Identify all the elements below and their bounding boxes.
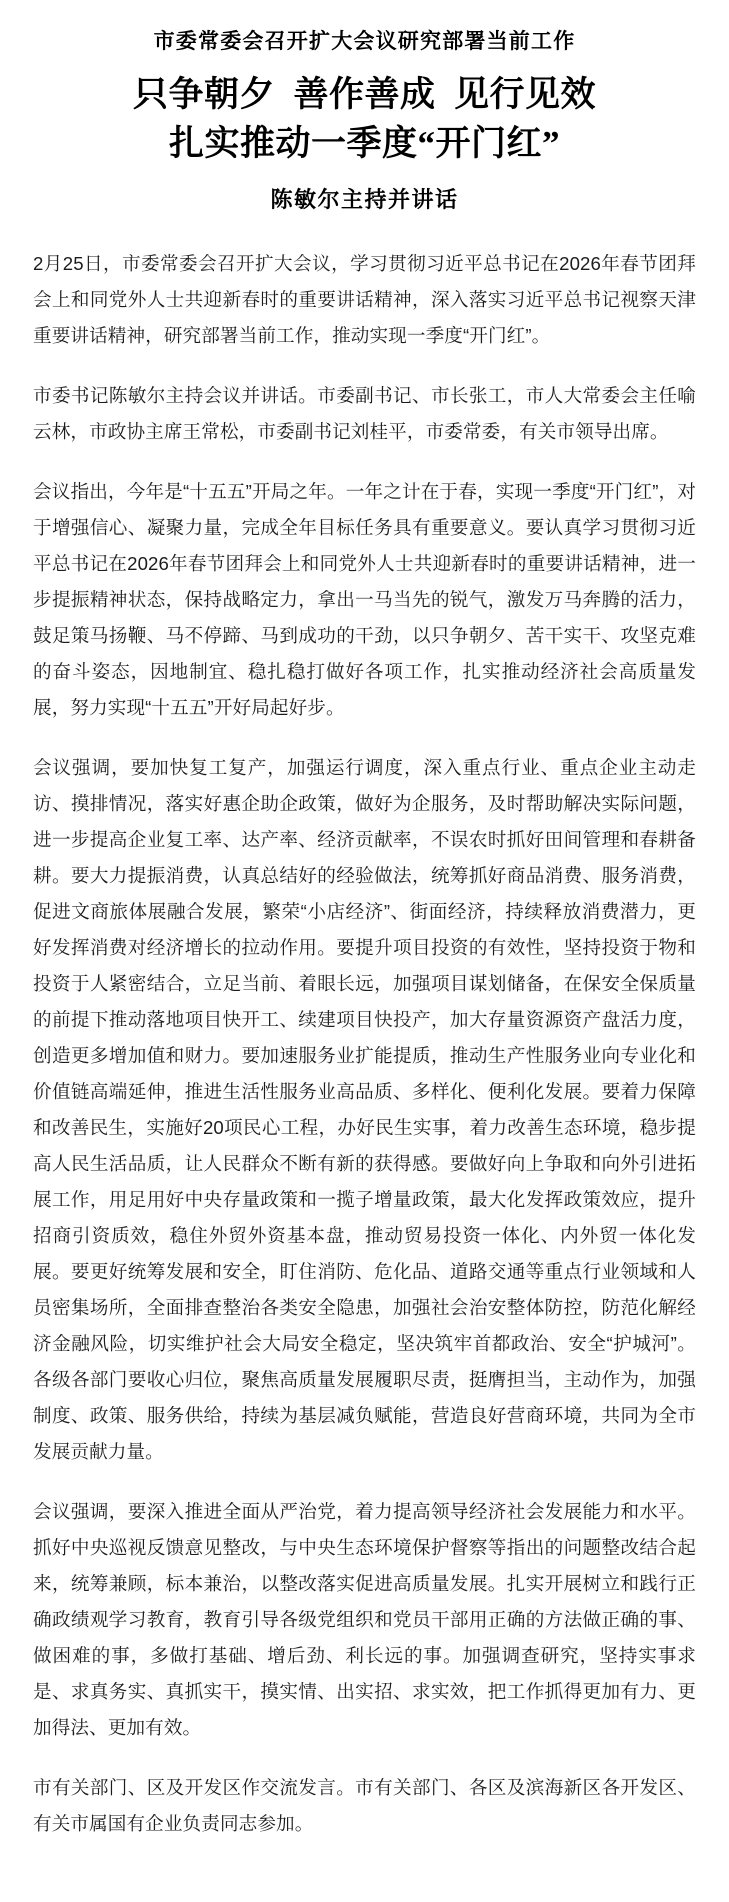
main-title-line-2: 扎实推动一季度“开门红”: [168, 124, 560, 164]
article-paragraph: 市委书记陈敏尔主持会议并讲话。市委副书记、市长张工，市人大常委会主任喻云林，市政协主席王常松，市委副书记刘桂平，市委常委，有关市领导出席。: [33, 384, 696, 442]
shoulder-title: 市委常委会召开扩大会议研究部署当前工作: [153, 29, 576, 53]
article-body: [33, 246, 696, 1902]
article-paragraph: 会议强调，要加快复工复产，加强运行调度，深入重点行业、重点企业主动走访、摸排情况，落实好惠企助企政策，做好为企服务，及时帮助解决实际问题，进一步提高企业复工率、达产率、经济贡献率，不误农时抓好田间管理和春耕备耕。要大力提振消费，认真总结好的经验做法，统筹抓好商品消费、服务消费，促进文商旅体展融合发展，繁荣“小店经济”、街面经济，持续释放消费潜力，更好发挥消费对经济增长的拉动作用。要提升项目投资的有效性，坚持投资于物和投资于人紧密结合，立足当前、着眼长远，加强项目谋划储备，在保安全保质量的前提下推动落地项目快开工、续建项目快投产，加大存量资源资产盘活力度，创造更多增加值和财力。要加速服务业扩能提质，推动生产性服务业向专业化和价值链高端延伸，推进生活性服务业高品质、多样化、便利化发展。要着力保障和改善民生，实施好20项民心工程，办好民生实事，着力改善生态环境，稳步提高人民生活品质，让人民群众不断有新的获得感。要做好向上争取和向外引进拓展工作，用足用好中央存量政策和一揽子增量政策，最大化发挥政策效应，提升招商引资质效，稳住外贸外资基本盘，推动贸易投资一体化、内外贸一体化发展。要更好统筹发展和安全，盯住消防、危化品、道路交通等重点行业领域和人员密集场所，全面排查整治各类安全隐患，加强社会治安整体防控，防范化解经济金融风险，切实维护社会大局安全稳定，坚决筑牢首都政治、安全“护城河”。各级各部门要收心归位，聚焦高质量发展履职尽责，挺膺担当，主动作为，加强制度、政策、服务供给，持续为基层减负赋能，营造良好营商环境，共同为全市发展贡献力量。: [33, 756, 696, 1462]
article-paragraph: 会议指出，今年是“十五五”开局之年。一年之计在于春，实现一季度“开门红”，对于增强信心、凝聚力量，完成全年目标任务具有重要意义。要认真学习贯彻习近平总书记在2026年春节团拜会上和同党外人士共迎新春时的重要讲话精神，进一步提振精神状态，保持战略定力，拿出一马当先的锐气，激发万马奔腾的活力，鼓足策马扬鞭、马不停蹄、马到成功的干劲，以只争朝夕、苦干实干、攻坚克难的奋斗姿态，因地制宜、稳扎稳打做好各项工作，扎实推动经济社会高质量发展，努力实现“十五五”开好局起好步。: [33, 480, 696, 718]
main-title-line-1: 只争朝夕 善作善成 见行见效: [132, 74, 596, 114]
page-title: [33, 70, 696, 169]
byline: 陈敏尔主持并讲话: [270, 186, 459, 212]
article-paragraph: 会议强调，要深入推进全面从严治党，着力提高领导经济社会发展能力和水平。抓好中央巡视反馈意见整改，与中央生态环境保护督察等指出的问题整改结合起来，统筹兼顾，标本兼治，以整改落实促进高质量发展。扎实开展树立和践行正确政绩观学习教育，教育引导各级党组织和党员干部用正确的方法做正确的事、做困难的事，多做打基础、增后劲、利长远的事。加强调查研究，坚持实事求是、求真务实、真抓实干，摸实情、出实招、求实效，把工作抓得更加有力、更加得法、更加有效。: [33, 1500, 696, 1738]
article-paragraph: 2月25日，市委常委会召开扩大会议，学习贯彻习近平总书记在2026年春节团拜会上和同党外人士共迎新春时的重要讲话精神，深入落实习近平总书记视察天津重要讲话精神，研究部署当前工作，推动实现一季度“开门红”。: [33, 252, 696, 346]
article-paragraph: 市有关部门、区及开发区作交流发言。市有关部门、各区及滨海新区各开发区、有关市属国有企业负责同志参加。: [33, 1776, 696, 1834]
article-header: [33, 0, 696, 216]
